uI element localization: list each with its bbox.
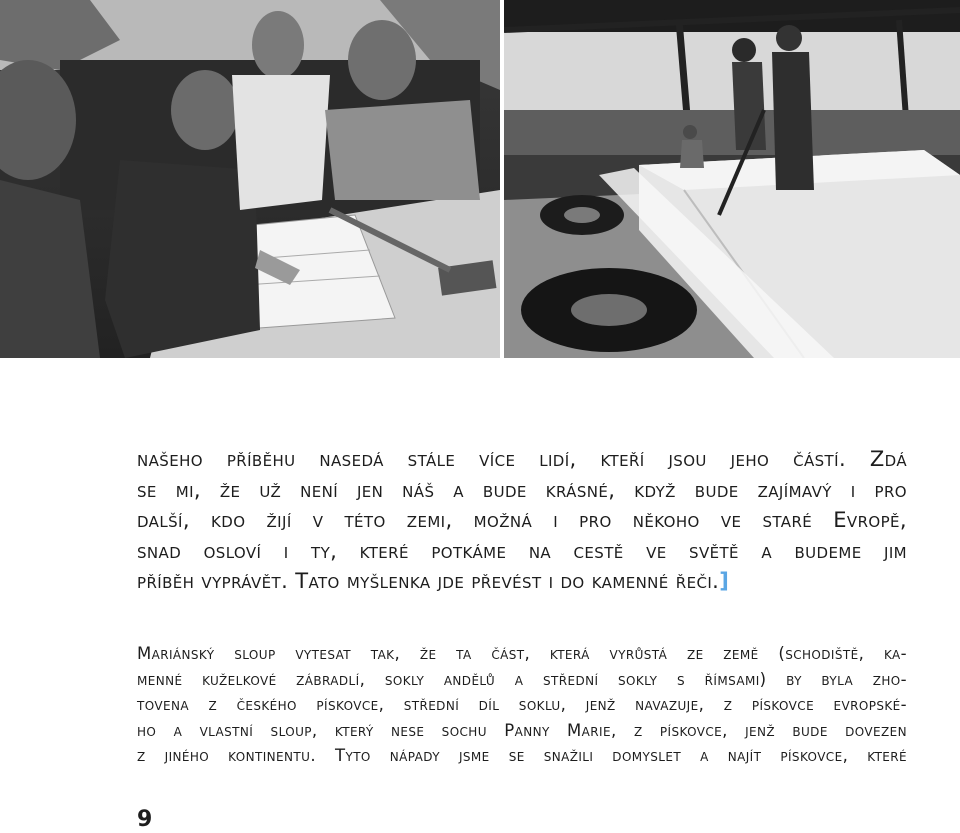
text-line: se mi, že už není jen náš a bude krásné, když bude zajímavý i pro (137, 477, 907, 502)
paragraph-intro (137, 444, 907, 597)
text-line: tovena z českého pískovce, střední díl soklu, jenž navazuje, z pískovce evropské- (137, 695, 907, 714)
photo-masons-with-plan (0, 0, 500, 358)
text-line: menné kuželkové zábradlí, sokly andělů a střední sokly s římsami) by byla zho- (137, 669, 907, 689)
text-line-last (137, 566, 907, 597)
text-line: našeho příběhu nasedá stále více lidí, kteří jsou jeho částí. Zdá (137, 447, 907, 471)
page-number: 9 (137, 807, 153, 832)
text-line: další, kdo žijí v této zemi, možná i pro někoho ve staré Evropě, (137, 508, 907, 532)
text-line: Mariánský sloup vytesat tak, že ta část, která vyrůstá ze země (schodiště, ka- (137, 644, 907, 663)
paragraph-marian-column (137, 641, 907, 769)
photo-stone-block-illustration (504, 0, 960, 358)
text-line-content: příběh vyprávět. Tato myšlenka jde převést i do kamenné řeči. (137, 569, 720, 593)
photo-masons-illustration (0, 0, 500, 358)
closing-bracket: ] (719, 569, 730, 593)
text-line: ho a vlastní sloup, který nese sochu Panny Marie, z pískovce, jenž bude dovezen (137, 720, 907, 740)
photo-stone-cutting (504, 0, 960, 358)
text-line: snad osloví i ty, které potkáme na cestě ve světě a budeme jim (137, 538, 907, 563)
text-line: z jiného kontinentu. Tyto nápady jsme se snažili domyslet a najít pískovce, které (137, 746, 907, 765)
